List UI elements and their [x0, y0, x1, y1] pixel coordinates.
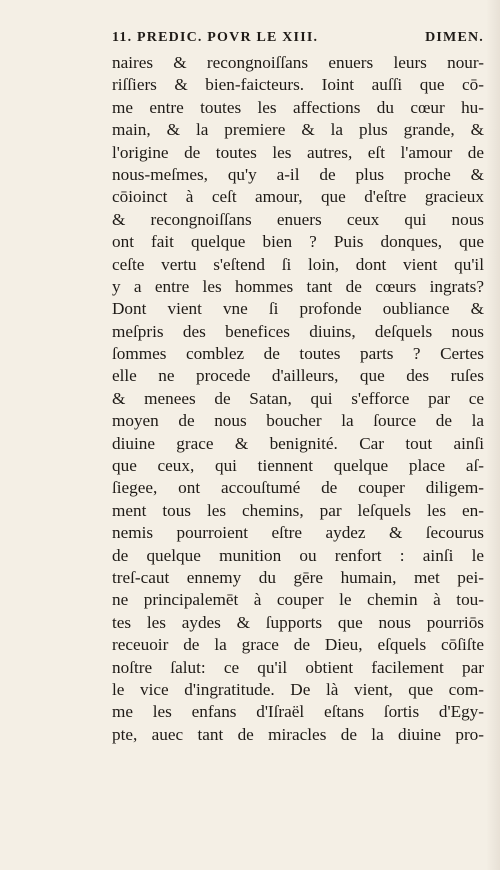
text-line: ſommes comblez de toutes parts ? Certes — [112, 344, 484, 364]
text-line: elle ne procede d'ailleurs, que des ruſes — [112, 366, 484, 386]
text-line: noſtre ſalut: ce qu'il obtient facilement par — [112, 657, 484, 677]
text-line: & menees de Satan, qui s'efforce par ce — [112, 388, 484, 408]
text-line: main, & la premiere & la plus grande, & — [112, 120, 484, 140]
running-head — [112, 30, 484, 46]
text-line: nemis pourroient eſtre aydez & ſecourus — [112, 523, 484, 543]
text-line: cōioinct à ceſt amour, que d'eſtre gracieux — [112, 187, 484, 207]
text-line: ſiegee, ont accouſtumé de couper diligem- — [112, 478, 484, 498]
text-line: treſ-caut ennemy du gēre humain, met pei- — [112, 567, 484, 587]
text-line: que ceux, qui tiennent quelque place aſ- — [112, 456, 484, 476]
running-head-section: DIMEN. — [425, 30, 484, 45]
text-line: moyen de nous boucher la ſource de la — [112, 411, 484, 431]
text-line: le vice d'ingratitude. De là vient, que com- — [112, 679, 484, 699]
text-line: me les enfans d'Iſraël eſtans ſortis d'Egy- — [112, 702, 484, 722]
text-line: ment tous les chemins, par leſquels les en- — [112, 500, 484, 520]
text-line: naires & recongnoiſſans enuers leurs nour- — [112, 53, 484, 72]
text-line: receuoir de la grace de Dieu, eſquels cōſiſte — [112, 635, 484, 655]
text-line: meſpris des benefices diuins, deſquels nous — [112, 321, 484, 341]
text-line: ne principalemēt à couper le chemin à tou- — [112, 590, 484, 610]
text-line: Dont vient vne ſi profonde oubliance & — [112, 299, 484, 319]
text-line: ceſte vertu s'eſtend ſi loin, dont vient qu'il — [112, 254, 484, 274]
text-line: & recongnoiſſans enuers ceux qui nous — [112, 209, 484, 229]
body-text — [112, 52, 484, 746]
text-line: ont fait quelque bien ? Puis donques, que — [112, 232, 484, 252]
text-line: l'origine de toutes les autres, eſt l'amour de — [112, 142, 484, 162]
text-line: de quelque munition ou renfort : ainſi le — [112, 545, 484, 565]
text-line: pte, auec tant de miracles de la diuine pro- — [112, 724, 484, 744]
text-line: me entre toutes les affections du cœur hu- — [112, 97, 484, 117]
text-line: y a entre les hommes tant de cœurs ingrats? — [112, 276, 484, 296]
page-edge-shadow — [486, 0, 500, 870]
text-line: diuine grace & benignité. Car tout ainſi — [112, 433, 484, 453]
running-head-title: 11. PREDIC. POVR LE XIII. — [112, 30, 319, 45]
text-line: nous-meſmes, qu'y a-il de plus proche & — [112, 164, 484, 184]
text-line: tes les aydes & ſupports que nous pourriōs — [112, 612, 484, 632]
text-line: riſſiers & bien-faicteurs. Ioint auſſi que cō- — [112, 75, 484, 95]
